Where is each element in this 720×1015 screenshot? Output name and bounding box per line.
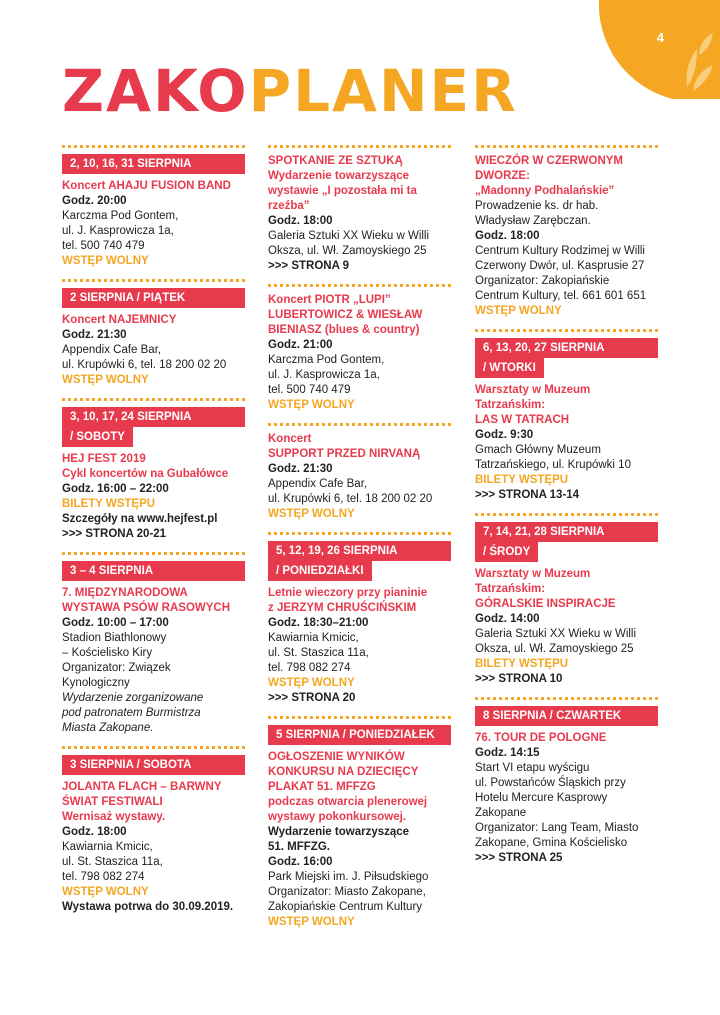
event-title: SPOTKANIE ZE SZTUKĄ <box>268 155 403 167</box>
dotted-divider <box>268 716 451 719</box>
event-line: tel. 798 082 274 <box>62 871 145 883</box>
event-line: Godz. 16:00 <box>268 856 333 868</box>
page-number: 4 <box>656 30 664 45</box>
event-title: 7. MIĘDZYNARODOWA <box>62 587 188 599</box>
date-bar: 8 SIERPNIA / CZWARTEK <box>475 706 658 726</box>
date-bar: 3 – 4 SIERPNIA <box>62 561 245 581</box>
event-line: Organizator: Lang Team, Miasto <box>475 822 639 834</box>
dotted-divider <box>475 329 658 332</box>
event-title: Letnie wieczory przy pianinie <box>268 587 428 599</box>
event-title: Koncert <box>268 433 312 445</box>
event-line: Karczma Pod Gontem, <box>62 210 179 222</box>
event-line: Godz. 10:00 – 17:00 <box>62 617 169 629</box>
event-line: Czerwony Dwór, ul. Kasprusie 27 <box>475 260 645 272</box>
event-details <box>268 154 451 274</box>
date-bar: 2 SIERPNIA / PIĄTEK <box>62 288 245 308</box>
event-title: Wydarzenie towarzyszące <box>268 170 410 182</box>
dotted-divider <box>62 279 245 282</box>
event-line: tel. 500 740 479 <box>62 240 145 252</box>
event-line: Galeria Sztuki XX Wieku w Willi <box>268 230 430 242</box>
event-title: LUBERTOWICZ & WIESŁAW <box>268 309 423 321</box>
event-line: Zakopane, Gmina Kościelisko <box>475 837 628 849</box>
column-2 <box>268 145 451 940</box>
event-line: Wystawa potrwa do 30.09.2019. <box>62 901 234 913</box>
event-line: >>> STRONA 10 <box>475 673 563 685</box>
date-bar: 6, 13, 20, 27 SIERPNIA <box>475 338 658 358</box>
event-line: >>> STRONA 9 <box>268 260 350 272</box>
admission-label: WSTĘP WOLNY <box>268 916 355 928</box>
event-title: podczas otwarcia plenerowej <box>268 796 428 808</box>
event-details <box>475 383 658 503</box>
event-line: ul. St. Staszica 11a, <box>62 856 163 868</box>
event-line: >>> STRONA 13-14 <box>475 489 580 501</box>
event-line: Hotelu Mercure Kasprowy <box>475 792 608 804</box>
dotted-divider <box>62 552 245 555</box>
event-line: >>> STRONA 20-21 <box>62 528 167 540</box>
dotted-divider <box>268 532 451 535</box>
event-title: ŚWIAT FESTIWALI <box>62 796 163 808</box>
event-line: Godz. 18:00 <box>268 215 333 227</box>
event-title: LAS W TATRACH <box>475 414 570 426</box>
event-line: Zakopiańskie Centrum Kultury <box>268 901 423 913</box>
event-title: wystawie „I pozostała mi ta <box>268 185 417 197</box>
event-section <box>475 513 658 687</box>
event-line: ul. Krupówki 6, tel. 18 200 02 20 <box>268 493 433 505</box>
date-header <box>268 725 451 745</box>
event-line: Wydarzenie towarzyszące <box>268 826 410 838</box>
event-line: ul. J. Kasprowicza 1a, <box>268 369 380 381</box>
event-section <box>475 145 658 319</box>
event-line: Miasta Zakopane. <box>62 722 154 734</box>
event-details <box>475 731 658 866</box>
event-line: >>> STRONA 20 <box>268 692 356 704</box>
event-title: BIENIASZ (blues & country) <box>268 324 420 336</box>
event-section <box>62 552 245 736</box>
event-title: Tatrzańskim: <box>475 399 546 411</box>
admission-label: WSTĘP WOLNY <box>268 508 355 520</box>
event-title: SUPPORT PRZED NIRVANĄ <box>268 448 421 460</box>
event-title: 76. TOUR DE POLOGNE <box>475 732 607 744</box>
event-line: Organizator: Zakopiańskie <box>475 275 610 287</box>
event-line: ul. J. Kasprowicza 1a, <box>62 225 174 237</box>
event-title: WYSTAWA PSÓW RASOWYCH <box>62 602 231 614</box>
event-line: Godz. 21:00 <box>268 339 333 351</box>
event-line: Godz. 9:30 <box>475 429 534 441</box>
date-header <box>62 755 245 775</box>
date-header <box>62 407 245 447</box>
date-header <box>475 522 658 562</box>
event-line: Organizator: Związek <box>62 662 171 674</box>
column-3 <box>475 145 658 876</box>
date-header <box>475 706 658 726</box>
event-section <box>62 145 245 269</box>
event-title: Koncert PIOTR „LUPI” <box>268 294 391 306</box>
event-line: 51. MFFZG. <box>268 841 330 853</box>
event-line: Wydarzenie zorganizowane <box>62 692 204 704</box>
event-section <box>268 532 451 706</box>
event-line: Kynologiczny <box>62 677 130 689</box>
event-line: Appendix Cafe Bar, <box>62 344 162 356</box>
event-line: ul. St. Staszica 11a, <box>268 647 369 659</box>
event-line: Stadion Biathlonowy <box>62 632 167 644</box>
event-line: tel. 798 082 274 <box>268 662 351 674</box>
event-section <box>268 145 451 274</box>
event-line: Kawiarnia Kmicic, <box>62 841 153 853</box>
event-title: Cykl koncertów na Gubałówce <box>62 468 229 480</box>
event-section <box>62 279 245 388</box>
event-title: KONKURSU NA DZIECIĘCY <box>268 766 419 778</box>
event-title: Tatrzańskim: <box>475 583 546 595</box>
event-title: OGŁOSZENIE WYNIKÓW <box>268 751 405 763</box>
event-line: >>> STRONA 25 <box>475 852 563 864</box>
event-line: Gmach Główny Muzeum <box>475 444 601 456</box>
event-line: Godz. 14:15 <box>475 747 540 759</box>
dotted-divider <box>475 513 658 516</box>
event-details <box>268 750 451 930</box>
date-bar: 5 SIERPNIA / PONIEDZIAŁEK <box>268 725 451 745</box>
dotted-divider <box>62 145 245 148</box>
event-title: rzeźba” <box>268 200 310 212</box>
event-details <box>475 567 658 687</box>
event-line: Oksza, ul. Wł. Zamoyskiego 25 <box>268 245 427 257</box>
event-section <box>475 329 658 503</box>
date-bar: / WTORKI <box>475 358 544 378</box>
zakoplaner-logo: ZAKOPLANER <box>62 57 518 125</box>
event-line: Centrum Kultury Rodzimej w Willi <box>475 245 645 257</box>
event-line: Godz. 20:00 <box>62 195 127 207</box>
event-line: Galeria Sztuki XX Wieku w Willi <box>475 628 637 640</box>
event-line: Władysław Zarębczan. <box>475 215 591 227</box>
event-section <box>268 716 451 930</box>
event-line: Oksza, ul. Wł. Zamoyskiego 25 <box>475 643 634 655</box>
event-title: JOLANTA FLACH – BARWNY <box>62 781 222 793</box>
event-title: GÓRALSKIE INSPIRACJE <box>475 598 616 610</box>
event-line: – Kościelisko Kiry <box>62 647 153 659</box>
date-bar: 3 SIERPNIA / SOBOTA <box>62 755 245 775</box>
corner-decoration <box>599 0 720 99</box>
event-title: „Madonny Podhalańskie” <box>475 185 615 197</box>
date-header <box>62 154 245 174</box>
event-title: PLAKAT 51. MFFZG <box>268 781 376 793</box>
event-line: Tatrzańskiego, ul. Krupówki 10 <box>475 459 631 471</box>
admission-label: WSTĘP WOLNY <box>62 374 149 386</box>
event-line: Zakopane <box>475 807 527 819</box>
dotted-divider <box>268 284 451 287</box>
event-line: Godz. 21:30 <box>62 329 127 341</box>
event-line: Godz. 18:00 <box>475 230 540 242</box>
event-details <box>268 586 451 706</box>
admission-label: WSTĘP WOLNY <box>62 886 149 898</box>
date-header <box>62 561 245 581</box>
event-title: Warsztaty w Muzeum <box>475 568 591 580</box>
event-details <box>62 586 245 736</box>
admission-label: BILETY WSTĘPU <box>62 498 156 510</box>
event-section <box>62 398 245 542</box>
event-line: Start VI etapu wyścigu <box>475 762 590 774</box>
date-bar: 2, 10, 16, 31 SIERPNIA <box>62 154 245 174</box>
column-1 <box>62 145 245 925</box>
event-line: ul. Powstańców Śląskich przy <box>475 777 626 789</box>
event-section <box>268 423 451 522</box>
event-line: Prowadzenie ks. dr hab. <box>475 200 599 212</box>
event-details <box>268 432 451 522</box>
event-title: Warsztaty w Muzeum <box>475 384 591 396</box>
event-title: HEJ FEST 2019 <box>62 453 146 465</box>
dotted-divider <box>475 145 658 148</box>
event-details <box>62 452 245 542</box>
date-bar: 7, 14, 21, 28 SIERPNIA <box>475 522 658 542</box>
event-line: tel. 500 740 479 <box>268 384 351 396</box>
date-bar: 5, 12, 19, 26 SIERPNIA <box>268 541 451 561</box>
event-line: Godz. 18:00 <box>62 826 127 838</box>
event-line: Godz. 16:00 – 22:00 <box>62 483 169 495</box>
event-line: Godz. 18:30–21:00 <box>268 617 369 629</box>
event-title: DWORZE: <box>475 170 530 182</box>
event-title: WIECZÓR W CZERWONYM <box>475 155 623 167</box>
admission-label: BILETY WSTĘPU <box>475 474 569 486</box>
event-details <box>475 154 658 319</box>
event-section <box>475 697 658 866</box>
event-line: Park Miejski im. J. Piłsudskiego <box>268 871 429 883</box>
dotted-divider <box>62 746 245 749</box>
date-bar: / SOBOTY <box>62 427 133 447</box>
event-details <box>62 179 245 269</box>
event-title: Wernisaż wystawy. <box>62 811 166 823</box>
event-line: Szczegóły na www.hejfest.pl <box>62 513 218 525</box>
date-header <box>475 338 658 378</box>
date-bar: / ŚRODY <box>475 542 538 562</box>
dotted-divider <box>62 398 245 401</box>
admission-label: BILETY WSTĘPU <box>475 658 569 670</box>
admission-label: WSTĘP WOLNY <box>268 399 355 411</box>
event-line: Godz. 21:30 <box>268 463 333 475</box>
event-details <box>62 780 245 915</box>
event-line: pod patronatem Burmistrza <box>62 707 201 719</box>
date-header <box>268 541 451 581</box>
event-line: Kawiarnia Kmicic, <box>268 632 359 644</box>
event-line: Centrum Kultury, tel. 661 601 651 <box>475 290 647 302</box>
event-section <box>62 746 245 915</box>
dotted-divider <box>268 423 451 426</box>
event-title: Koncert NAJEMNICY <box>62 314 177 326</box>
date-bar: / PONIEDZIAŁKI <box>268 561 372 581</box>
event-title: Koncert AHAJU FUSION BAND <box>62 180 231 192</box>
event-line: ul. Krupówki 6, tel. 18 200 02 20 <box>62 359 227 371</box>
admission-label: WSTĘP WOLNY <box>475 305 562 317</box>
event-line: Appendix Cafe Bar, <box>268 478 368 490</box>
event-title: wystawy pokonkursowej. <box>268 811 407 823</box>
event-details <box>268 293 451 413</box>
event-title: z JERZYM CHRUŚCIŃSKIM <box>268 602 417 614</box>
date-header <box>62 288 245 308</box>
dotted-divider <box>475 697 658 700</box>
admission-label: WSTĘP WOLNY <box>268 677 355 689</box>
event-line: Organizator: Miasto Zakopane, <box>268 886 426 898</box>
admission-label: WSTĘP WOLNY <box>62 255 149 267</box>
event-line: Godz. 14:00 <box>475 613 540 625</box>
event-details <box>62 313 245 388</box>
dotted-divider <box>268 145 451 148</box>
event-line: Karczma Pod Gontem, <box>268 354 385 366</box>
event-section <box>268 284 451 413</box>
date-bar: 3, 10, 17, 24 SIERPNIA <box>62 407 245 427</box>
